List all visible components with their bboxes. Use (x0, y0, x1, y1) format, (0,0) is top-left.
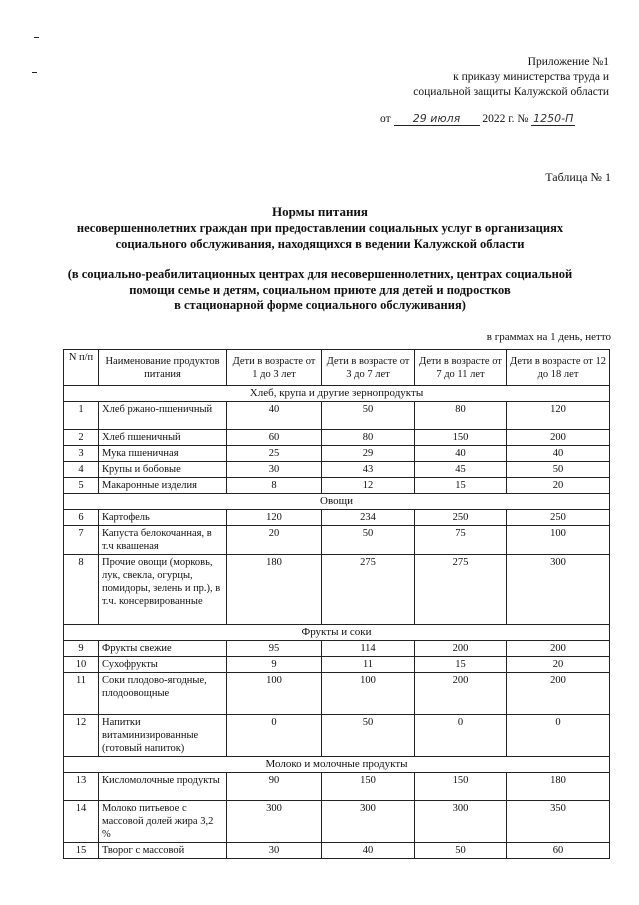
table-row (64, 462, 610, 478)
norm-value: 200 (415, 673, 507, 715)
norm-value: 120 (227, 510, 322, 526)
order-line (380, 112, 575, 126)
row-number: 10 (64, 657, 99, 673)
product-name: Напитки витаминизированные (готовый напиток) (99, 715, 227, 757)
norm-value: 120 (507, 402, 610, 430)
row-number: 6 (64, 510, 99, 526)
norm-value: 11 (322, 657, 415, 673)
title-line-6: в стационарной форме социального обслуживания) (174, 298, 466, 312)
appendix-line-2: к приказу министерства труда и (453, 71, 609, 83)
product-name: Картофель (99, 510, 227, 526)
product-name: Кисломолочные продукты (99, 773, 227, 801)
table-row (64, 715, 610, 757)
section-title: Молоко и молочные продукты (64, 757, 610, 773)
norm-value: 0 (415, 715, 507, 757)
norm-value: 100 (507, 526, 610, 555)
norm-value: 15 (415, 657, 507, 673)
norm-value: 12 (322, 478, 415, 494)
section-row (64, 625, 610, 641)
product-name: Мука пшеничная (99, 446, 227, 462)
norm-value: 95 (227, 641, 322, 657)
norm-value: 20 (227, 526, 322, 555)
margin-mark (32, 72, 37, 73)
table-row (64, 446, 610, 462)
norm-value: 200 (507, 430, 610, 446)
norm-value: 0 (507, 715, 610, 757)
row-number: 13 (64, 773, 99, 801)
norm-value: 350 (507, 801, 610, 843)
section-title: Фрукты и соки (64, 625, 610, 641)
product-name: Сухофрукты (99, 657, 227, 673)
order-year: 2022 г. № (482, 113, 529, 125)
product-name: Творог с массовой (99, 843, 227, 859)
title-line-4: (в социально-реабилитационных центрах для несовершеннолетних, центрах социальной (67, 267, 573, 281)
appendix-header (413, 55, 609, 100)
norm-value: 200 (507, 673, 610, 715)
norm-value: 100 (227, 673, 322, 715)
norm-value: 75 (415, 526, 507, 555)
table-row (64, 430, 610, 446)
norm-value: 25 (227, 446, 322, 462)
table-row (64, 673, 610, 715)
norm-value: 180 (507, 773, 610, 801)
norm-value: 80 (415, 402, 507, 430)
row-number: 4 (64, 462, 99, 478)
row-number: 7 (64, 526, 99, 555)
norm-value: 80 (322, 430, 415, 446)
norm-value: 300 (322, 801, 415, 843)
title-line-2: несовершеннолетних граждан при предоставлении социальных услуг в организациях (76, 221, 564, 235)
norm-value: 60 (507, 843, 610, 859)
norm-value: 50 (322, 526, 415, 555)
header-num: N п/п (64, 350, 99, 386)
norm-value: 275 (415, 555, 507, 625)
row-number: 14 (64, 801, 99, 843)
product-name: Фрукты свежие (99, 641, 227, 657)
table-label: Таблица № 1 (545, 170, 611, 184)
norm-value: 29 (322, 446, 415, 462)
row-number: 5 (64, 478, 99, 494)
norm-value: 300 (227, 801, 322, 843)
order-prefix: от (380, 113, 391, 125)
norm-value: 40 (322, 843, 415, 859)
header-age-1-3: Дети в возрасте от 1 до 3 лет (227, 350, 322, 386)
table-row (64, 641, 610, 657)
norm-value: 40 (415, 446, 507, 462)
product-name: Прочие овощи (морковь, лук, свекла, огурцы, помидоры, зелень и пр.), в т.ч. консервированные (99, 555, 227, 625)
appendix-line-1: Приложение №1 (527, 56, 609, 68)
norm-value: 180 (227, 555, 322, 625)
norm-value: 0 (227, 715, 322, 757)
norm-value: 90 (227, 773, 322, 801)
margin-mark (34, 37, 39, 38)
header-age-3-7: Дети в возрасте от 3 до 7 лет (322, 350, 415, 386)
norm-value: 150 (322, 773, 415, 801)
norm-value: 9 (227, 657, 322, 673)
row-number: 9 (64, 641, 99, 657)
row-number: 1 (64, 402, 99, 430)
norm-value: 300 (415, 801, 507, 843)
product-name: Хлеб ржано-пшеничный (99, 402, 227, 430)
section-row (64, 757, 610, 773)
norm-value: 40 (507, 446, 610, 462)
norm-value: 15 (415, 478, 507, 494)
norm-value: 45 (415, 462, 507, 478)
norm-value: 60 (227, 430, 322, 446)
header-product: Наименование продуктов питания (99, 350, 227, 386)
table-row (64, 657, 610, 673)
row-number: 2 (64, 430, 99, 446)
row-number: 3 (64, 446, 99, 462)
norm-value: 250 (507, 510, 610, 526)
norm-value: 150 (415, 430, 507, 446)
row-number: 11 (64, 673, 99, 715)
norm-value: 20 (507, 478, 610, 494)
norm-value: 200 (507, 641, 610, 657)
norm-value: 150 (415, 773, 507, 801)
norm-value: 20 (507, 657, 610, 673)
product-name: Соки плодово-ягодные, плодоовощные (99, 673, 227, 715)
norm-value: 50 (415, 843, 507, 859)
norm-value: 30 (227, 462, 322, 478)
product-name: Молоко питьевое с массовой долей жира 3,2 % (99, 801, 227, 843)
appendix-line-3: социальной защиты Калужской области (413, 86, 609, 98)
table-row (64, 526, 610, 555)
norm-value: 50 (322, 402, 415, 430)
norm-value: 234 (322, 510, 415, 526)
title-line-5: помощи семье и детям, социальном приюте для детей и подростков (129, 283, 511, 297)
norm-value: 114 (322, 641, 415, 657)
norm-value: 30 (227, 843, 322, 859)
nutrition-norms-table (63, 349, 610, 859)
row-number: 12 (64, 715, 99, 757)
norm-value: 8 (227, 478, 322, 494)
section-title: Хлеб, крупа и другие зернопродукты (64, 386, 610, 402)
norm-value: 250 (415, 510, 507, 526)
product-name: Крупы и бобовые (99, 462, 227, 478)
norm-value: 200 (415, 641, 507, 657)
table-row (64, 478, 610, 494)
table-row (64, 402, 610, 430)
section-row (64, 494, 610, 510)
order-number-handwritten: 1250-П (533, 112, 574, 125)
norm-value: 50 (507, 462, 610, 478)
product-name: Макаронные изделия (99, 478, 227, 494)
row-number: 8 (64, 555, 99, 625)
table-body (64, 386, 610, 859)
section-row (64, 386, 610, 402)
unit-note: в граммах на 1 день, нетто (486, 331, 611, 343)
section-title: Овощи (64, 494, 610, 510)
table-header-row (64, 350, 610, 386)
table-row (64, 843, 610, 859)
title-line-3: социального обслуживания, находящихся в ведении Калужской области (115, 237, 525, 251)
norm-value: 50 (322, 715, 415, 757)
header-age-12-18: Дети в возрасте от 12 до 18 лет (507, 350, 610, 386)
product-name: Хлеб пшеничный (99, 430, 227, 446)
table-row (64, 555, 610, 625)
table-row (64, 801, 610, 843)
table-row (64, 510, 610, 526)
norm-value: 275 (322, 555, 415, 625)
norm-value: 100 (322, 673, 415, 715)
order-date-handwritten: 29 июля (394, 112, 480, 126)
header-age-7-11: Дети в возрасте от 7 до 11 лет (415, 350, 507, 386)
norm-value: 43 (322, 462, 415, 478)
row-number: 15 (64, 843, 99, 859)
table-row (64, 773, 610, 801)
norm-value: 300 (507, 555, 610, 625)
page-title: Нормы питания (272, 204, 368, 219)
norm-value: 40 (227, 402, 322, 430)
product-name: Капуста белокочанная, в т.ч квашеная (99, 526, 227, 555)
